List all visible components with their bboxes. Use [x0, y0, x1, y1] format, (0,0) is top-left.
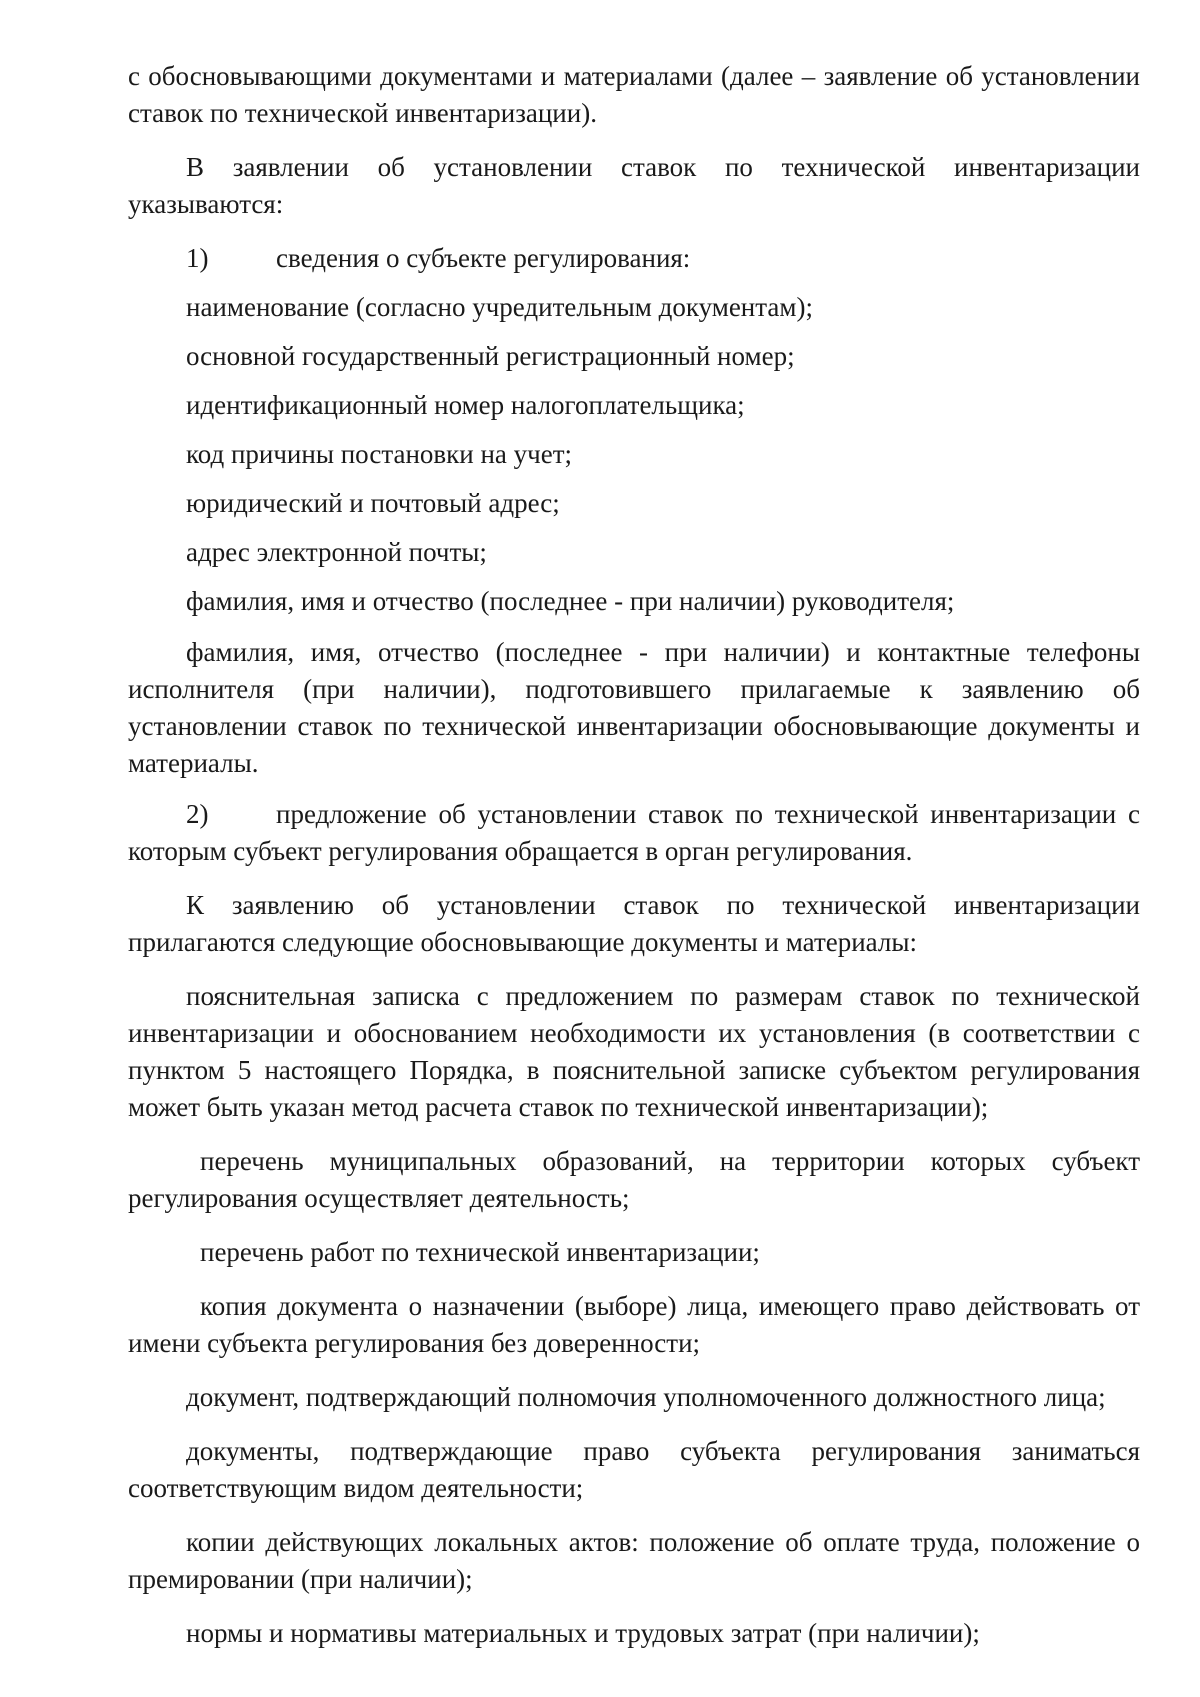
- document-body: [128, 58, 1140, 1652]
- paragraph: документы, подтверждающие право субъекта регулирования заниматься соответствующим видом деятельности;: [128, 1436, 1140, 1503]
- numbered-item: [128, 796, 1140, 870]
- paragraph: перечень работ по технической инвентаризации;: [200, 1237, 760, 1267]
- item-number: 2): [186, 799, 209, 829]
- paragraph: фамилия, имя, отчество (последнее - при наличии) и контактные телефоны исполнителя (при наличии), подготовившего прилагаемые к заявлению об установлении ставок по технической инвентаризации обосновывающие документы и материалы.: [128, 637, 1140, 778]
- item-text: предложение об установлении ставок по технической инвентаризации с которым субъект регулирования обращается в орган регулирования.: [128, 799, 1140, 866]
- paragraph: с обосновывающими документами и материалами (далее – заявление об установлении ставок по технической инвентаризации).: [128, 61, 1140, 128]
- paragraph: копия документа о назначении (выборе) лица, имеющего право действовать от имени субъекта регулирования без доверенности;: [128, 1291, 1140, 1358]
- numbered-item: [128, 240, 1140, 277]
- list-item: код причины постановки на учет;: [186, 439, 573, 469]
- list-item: наименование (согласно учредительным документам);: [186, 292, 813, 322]
- item-number: 1): [186, 243, 209, 273]
- paragraph: пояснительная записка с предложением по размерам ставок по технической инвентаризации и обоснованием необходимости их установления (в соответствии с пунктом 5 настоящего Порядка, в пояснительной записке субъектом регулирования может быть указан метод расчета ставок по технической инвентаризации);: [128, 981, 1140, 1122]
- list-item: идентификационный номер налогоплательщика;: [186, 390, 745, 420]
- item-text: сведения о субъекте регулирования:: [276, 243, 691, 273]
- list-item: юридический и почтовый адрес;: [186, 488, 560, 518]
- list-item: фамилия, имя и отчество (последнее - при наличии) руководителя;: [186, 586, 955, 616]
- list-item: адрес электронной почты;: [186, 537, 487, 567]
- paragraph: нормы и нормативы материальных и трудовых затрат (при наличии);: [186, 1618, 980, 1648]
- paragraph: В заявлении об установлении ставок по технической инвентаризации указываются:: [128, 152, 1140, 219]
- paragraph: перечень муниципальных образований, на территории которых субъект регулирования осуществляет деятельность;: [128, 1146, 1140, 1213]
- paragraph: К заявлению об установлении ставок по технической инвентаризации прилагаются следующие обосновывающие документы и материалы:: [128, 890, 1140, 957]
- list-item: основной государственный регистрационный номер;: [186, 341, 795, 371]
- paragraph: копии действующих локальных актов: положение об оплате труда, положение о премировании (при наличии);: [128, 1527, 1140, 1594]
- paragraph: документ, подтверждающий полномочия уполномоченного должностного лица;: [186, 1382, 1106, 1412]
